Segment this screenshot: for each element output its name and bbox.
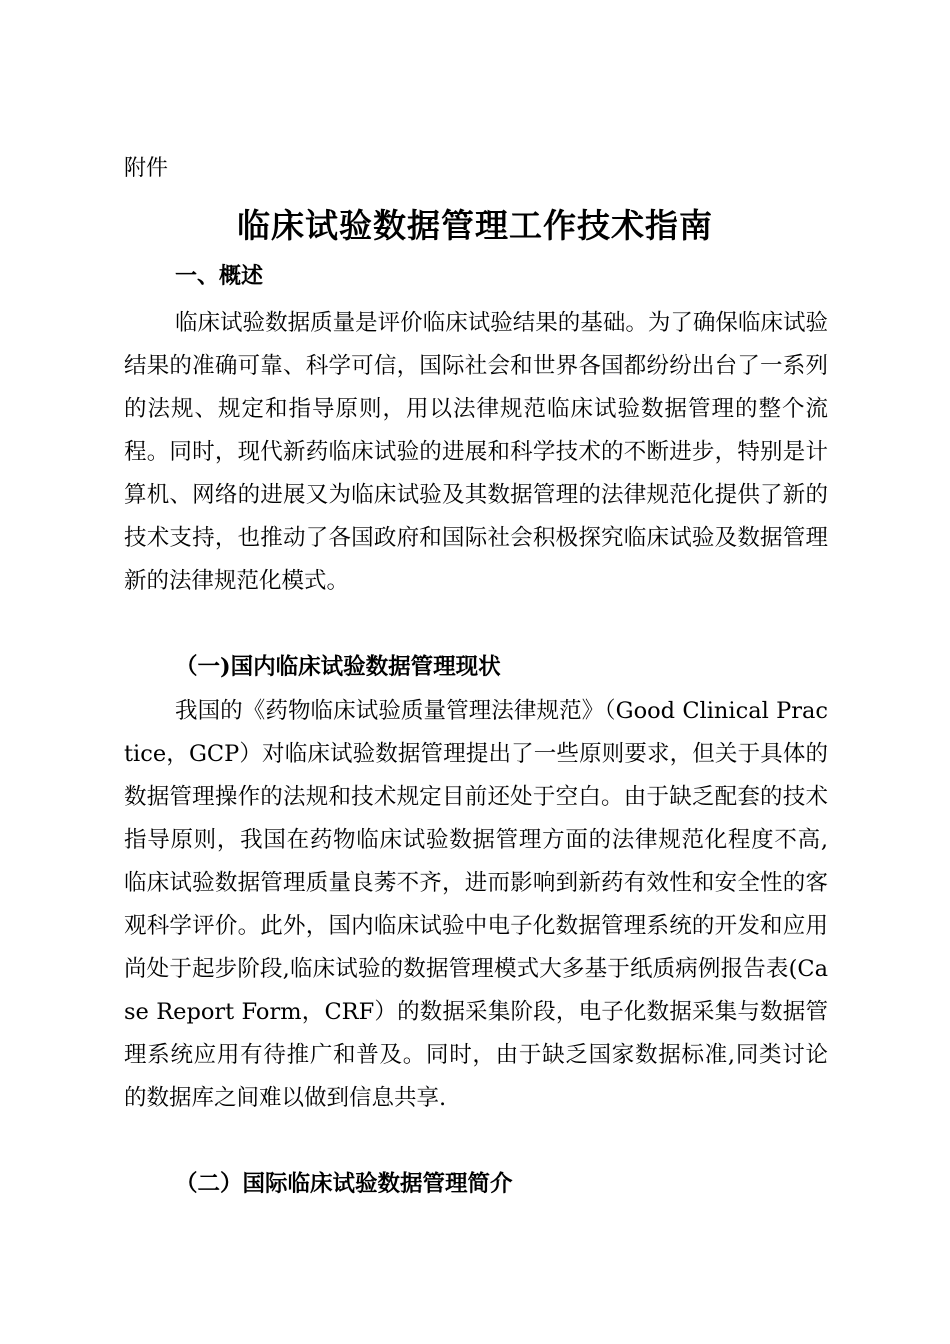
subsection-heading-international: （二）国际临床试验数据管理简介 [175,1171,513,1197]
paragraph-domestic-status: 我国的《药物临床试验质量管理法律规范》（Good Clinical Practice，GCP）对临床试验数据管理提出了一些原则要求，但关于具体的数据管理操作的法规和技术规定目前还处于空白。由于缺乏配套的技术指导原则，我国在药物临床试验数据管理方面的法律规范化程度不高,临床试验数据管理质量良莠不齐，进而影响到新药有效性和安全性的客观科学评价。此外，国内临床试验中电子化数据管理系统的开发和应用尚处于起步阶段,临床试验的数据管理模式大多基于纸质病例报告表(Case Report Form，CRF）的数据采集阶段，电子化数据采集与数据管理系统应用有待推广和普及。同时，由于缺乏国家数据标准,同类讨论的数据库之间难以做到信息共享. [124,698,828,1111]
paragraph-overview: 临床试验数据质量是评价临床试验结果的基础。为了确保临床试验结果的准确可靠、科学可信，国际社会和世界各国都纷纷出台了一系列的法规、规定和指导原则，用以法律规范临床试验数据管理的整个流程。同时，现代新药临床试验的进展和科学技术的不断进步，特别是计算机、网络的进展又为临床试验及其数据管理的法律规范化提供了新的技术支持，也推动了各国政府和国际社会积极探究临床试验及数据管理新的法律规范化模式。 [124,310,828,594]
section-heading-overview: 一、概述 [175,264,264,289]
subsection-heading-domestic: （一)国内临床试验数据管理现状 [175,654,501,680]
attachment-label: 附件 [124,156,169,181]
document-title: 临床试验数据管理工作技术指南 [237,206,713,245]
